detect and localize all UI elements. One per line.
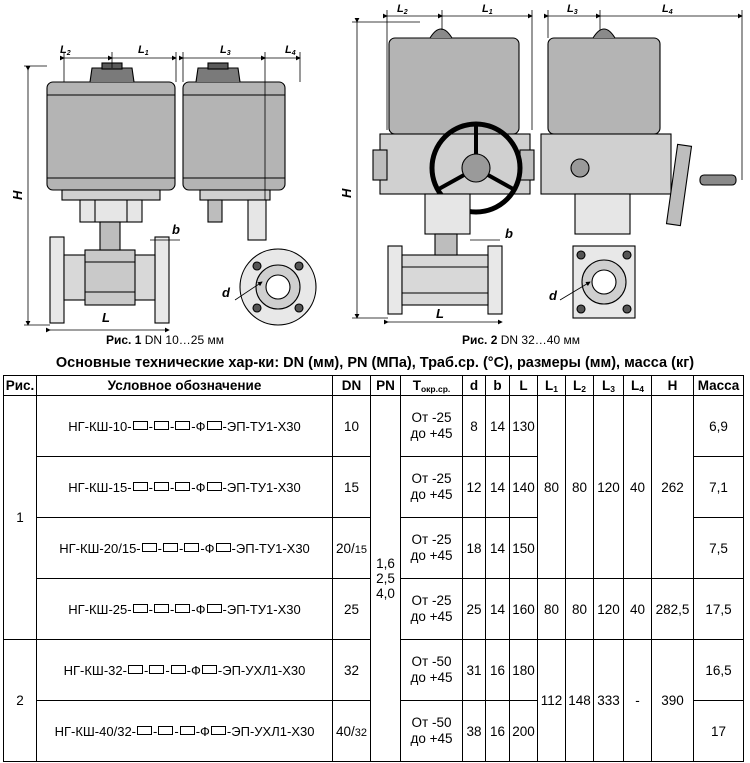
- l4-cell: 40: [624, 396, 652, 579]
- b-cell: 14: [486, 396, 510, 457]
- designation-prefix: НГ-КШ-40/32-: [54, 723, 136, 739]
- designation-suffix: -ЭП-УХЛ1-Х30: [226, 723, 315, 739]
- l4-cell: 40: [624, 579, 652, 640]
- d-cell: 38: [463, 701, 486, 762]
- designation-cell: НГ-КШ-25- - - -Ф -ЭП-ТУ1-Х30: [37, 579, 333, 640]
- l-cell: 200: [510, 701, 538, 762]
- placeholder-box: [171, 665, 186, 674]
- dn-cell: [333, 640, 371, 701]
- temp-from: От -25: [411, 471, 452, 486]
- header-pn: PN: [371, 376, 401, 396]
- dim-label-l4-fig2: L4: [662, 3, 673, 16]
- l3-cell: 333: [594, 640, 624, 762]
- l3-cell: 120: [594, 579, 624, 640]
- header-fig: Рис.: [4, 376, 37, 396]
- dim-label-l4: L4: [285, 44, 296, 57]
- designation-suffix: -ЭП-ТУ1-Х30: [222, 479, 301, 495]
- placeholder-box: [202, 665, 217, 674]
- dim-label-l1-fig2: L1: [482, 3, 493, 16]
- placeholder-box: [211, 726, 226, 735]
- dn-cell: [333, 701, 371, 762]
- d-cell: 31: [463, 640, 486, 701]
- header-l2-label: L: [573, 377, 582, 393]
- technical-drawings: [0, 0, 750, 350]
- header-d: d: [463, 376, 486, 396]
- fig2-front-view: [373, 29, 534, 314]
- header-l1-label: L: [545, 377, 554, 393]
- temp-to: до +45: [410, 670, 453, 685]
- dn-value: 20/: [335, 540, 355, 556]
- header-l: L: [510, 376, 538, 396]
- designation-f: Ф: [204, 540, 215, 556]
- dim-label-l1: L1: [138, 44, 149, 57]
- mass-cell: 7,1: [694, 457, 744, 518]
- temp-to: до +45: [410, 548, 453, 563]
- pn-value: 2,5: [376, 571, 395, 586]
- dn-cell: [333, 518, 371, 579]
- temp-to: до +45: [410, 731, 453, 746]
- placeholder-box: [158, 726, 173, 735]
- temp-from: От -25: [411, 532, 452, 547]
- designation-prefix: НГ-КШ-10-: [68, 418, 132, 434]
- header-l3-sub: 3: [610, 383, 615, 394]
- temp-from: От -50: [411, 715, 452, 730]
- dim-label-l3-fig2: L3: [567, 3, 578, 16]
- designation-prefix: НГ-КШ-32-: [63, 662, 127, 678]
- dim-label-l2-fig2: L2: [397, 3, 408, 16]
- l1-cell: 112: [538, 640, 566, 762]
- header-l1-sub: 1: [553, 383, 558, 394]
- b-cell: 16: [486, 701, 510, 762]
- placeholder-box: [216, 543, 231, 552]
- placeholder-box: [133, 421, 148, 430]
- dim-label-h: H: [10, 190, 25, 200]
- l1-cell: 80: [538, 579, 566, 640]
- fig2-caption-label: Рис. 2: [462, 333, 498, 347]
- designation-f: Ф: [195, 479, 206, 495]
- placeholder-box: [154, 482, 169, 491]
- fig1-caption-label: Рис. 1: [106, 333, 142, 347]
- l-cell: 130: [510, 396, 538, 457]
- l3-cell: 120: [594, 396, 624, 579]
- designation-suffix: -ЭП-ТУ1-Х30: [231, 540, 310, 556]
- fig1-caption: [106, 333, 224, 347]
- placeholder-box: [154, 604, 169, 613]
- placeholder-box: [184, 543, 199, 552]
- header-l1: [538, 376, 566, 396]
- l4-cell: -: [624, 640, 652, 762]
- l-cell: 160: [510, 579, 538, 640]
- header-mass: Масса: [694, 376, 744, 396]
- placeholder-box: [137, 726, 152, 735]
- table-title: Основные технические хар-ки: DN (мм), PN (МПа), Траб.ср. (°С), размеры (мм), масса (кг): [55, 355, 695, 371]
- dn-cell: [333, 457, 371, 518]
- table-row: [4, 396, 744, 457]
- b-cell: 16: [486, 640, 510, 701]
- d-cell: 18: [463, 518, 486, 579]
- dim-label-l3: L3: [220, 44, 231, 57]
- dim-label-d-fig2: d: [549, 288, 557, 303]
- header-temp-sub: окр.ср.: [420, 383, 451, 394]
- l1-cell: 80: [538, 396, 566, 579]
- mass-cell: 17,5: [694, 579, 744, 640]
- table-header-row: [4, 376, 744, 396]
- placeholder-box: [175, 482, 190, 491]
- header-b: b: [486, 376, 510, 396]
- designation-f: Ф: [195, 601, 206, 617]
- dim-label-d: d: [222, 285, 230, 300]
- dim-label-l-fig2: L: [436, 306, 444, 321]
- designation-cell: НГ-КШ-32- - - -Ф -ЭП-УХЛ1-Х30: [37, 640, 333, 701]
- designation-cell: НГ-КШ-10- - - -Ф -ЭП-ТУ1-Х30: [37, 396, 333, 457]
- temp-from: От -25: [411, 593, 452, 608]
- mass-cell: 6,9: [694, 396, 744, 457]
- dim-label-l: L: [102, 310, 110, 325]
- designation-f: Ф: [200, 723, 210, 739]
- fig-number: 2: [4, 640, 37, 762]
- header-l4-sub: 4: [639, 383, 644, 394]
- header-h: H: [652, 376, 694, 396]
- header-l3-label: L: [602, 377, 611, 393]
- l-cell: 140: [510, 457, 538, 518]
- h-cell: 390: [652, 640, 694, 762]
- temp-from: От -25: [411, 410, 452, 425]
- placeholder-box: [128, 665, 143, 674]
- fig1-side-view: [183, 63, 316, 325]
- temp-cell: [401, 640, 463, 701]
- b-cell: 14: [486, 457, 510, 518]
- temp-to: до +45: [410, 609, 453, 624]
- l-cell: 150: [510, 518, 538, 579]
- designation-suffix: -ЭП-ТУ1-Х30: [222, 601, 301, 617]
- designation-f: Ф: [195, 418, 206, 434]
- header-l3: [594, 376, 624, 396]
- fig2-side-view: [541, 29, 736, 318]
- dn-value: 32: [343, 662, 360, 678]
- l2-cell: 80: [566, 396, 594, 579]
- temp-cell: [401, 518, 463, 579]
- dn-value: 40/: [335, 723, 355, 739]
- temp-cell: [401, 457, 463, 518]
- header-temp: [401, 376, 463, 396]
- mass-cell: 16,5: [694, 640, 744, 701]
- d-cell: 12: [463, 457, 486, 518]
- dn-small-value: 32: [354, 726, 368, 739]
- header-l2: [566, 376, 594, 396]
- specs-table: [3, 375, 744, 762]
- designation-suffix: -ЭП-УХЛ1-Х30: [217, 662, 306, 678]
- designation-prefix: НГ-КШ-25-: [68, 601, 132, 617]
- fig2-caption: [462, 333, 580, 347]
- dim-label-l2: L2: [60, 44, 71, 57]
- temp-to: до +45: [410, 426, 453, 441]
- fig1-caption-range: DN 10…25 мм: [144, 333, 224, 347]
- header-temp-label: Т: [412, 377, 421, 393]
- temp-cell: [401, 701, 463, 762]
- l-cell: 180: [510, 640, 538, 701]
- pn-value: 1,6: [376, 556, 395, 571]
- d-cell: 25: [463, 579, 486, 640]
- dn-value: 10: [343, 418, 360, 434]
- placeholder-box: [149, 665, 164, 674]
- temp-from: От -50: [411, 654, 452, 669]
- placeholder-box: [142, 543, 157, 552]
- designation-cell: НГ-КШ-40/32- - - -Ф -ЭП-УХЛ1-Х30: [37, 701, 333, 762]
- header-l2-sub: 2: [581, 383, 586, 394]
- dn-small-value: 15: [354, 543, 368, 556]
- placeholder-box: [207, 482, 222, 491]
- header-l4-label: L: [631, 377, 640, 393]
- mass-cell: 7,5: [694, 518, 744, 579]
- dim-label-b-fig2: b: [505, 226, 513, 241]
- h-cell: 262: [652, 396, 694, 579]
- fig-number: 1: [4, 396, 37, 640]
- dn-value: 25: [343, 601, 360, 617]
- fig2-caption-range: DN 32…40 мм: [500, 333, 580, 347]
- designation-cell: НГ-КШ-15- - - -Ф -ЭП-ТУ1-Х30: [37, 457, 333, 518]
- dn-value: 15: [343, 479, 360, 495]
- temp-cell: [401, 396, 463, 457]
- dn-cell: [333, 579, 371, 640]
- dn-cell: [333, 396, 371, 457]
- placeholder-box: [133, 482, 148, 491]
- mass-cell: 17: [694, 701, 744, 762]
- l2-cell: 148: [566, 640, 594, 762]
- dim-label-h-fig2: H: [339, 188, 354, 198]
- d-cell: 8: [463, 396, 486, 457]
- placeholder-box: [207, 421, 222, 430]
- placeholder-box: [154, 421, 169, 430]
- l2-cell: 80: [566, 579, 594, 640]
- header-l4: [624, 376, 652, 396]
- placeholder-box: [175, 604, 190, 613]
- pn-value: 4,0: [376, 586, 395, 601]
- placeholder-box: [180, 726, 195, 735]
- fig1-front-view: [47, 63, 175, 323]
- h-cell: 282,5: [652, 579, 694, 640]
- designation-prefix: НГ-КШ-15-: [68, 479, 132, 495]
- designation-f: Ф: [191, 662, 201, 678]
- b-cell: 14: [486, 518, 510, 579]
- placeholder-box: [163, 543, 178, 552]
- b-cell: 14: [486, 579, 510, 640]
- designation-prefix: НГ-КШ-20/15-: [59, 540, 141, 556]
- placeholder-box: [133, 604, 148, 613]
- designation-suffix: -ЭП-ТУ1-Х30: [222, 418, 301, 434]
- header-dn: DN: [333, 376, 371, 396]
- temp-cell: [401, 579, 463, 640]
- pn-cell: [371, 396, 401, 762]
- header-designation: Условное обозначение: [37, 376, 333, 396]
- temp-to: до +45: [410, 487, 453, 502]
- designation-cell: НГ-КШ-20/15- - - -Ф -ЭП-ТУ1-Х30: [37, 518, 333, 579]
- dim-label-b: b: [172, 222, 180, 237]
- placeholder-box: [175, 421, 190, 430]
- placeholder-box: [207, 604, 222, 613]
